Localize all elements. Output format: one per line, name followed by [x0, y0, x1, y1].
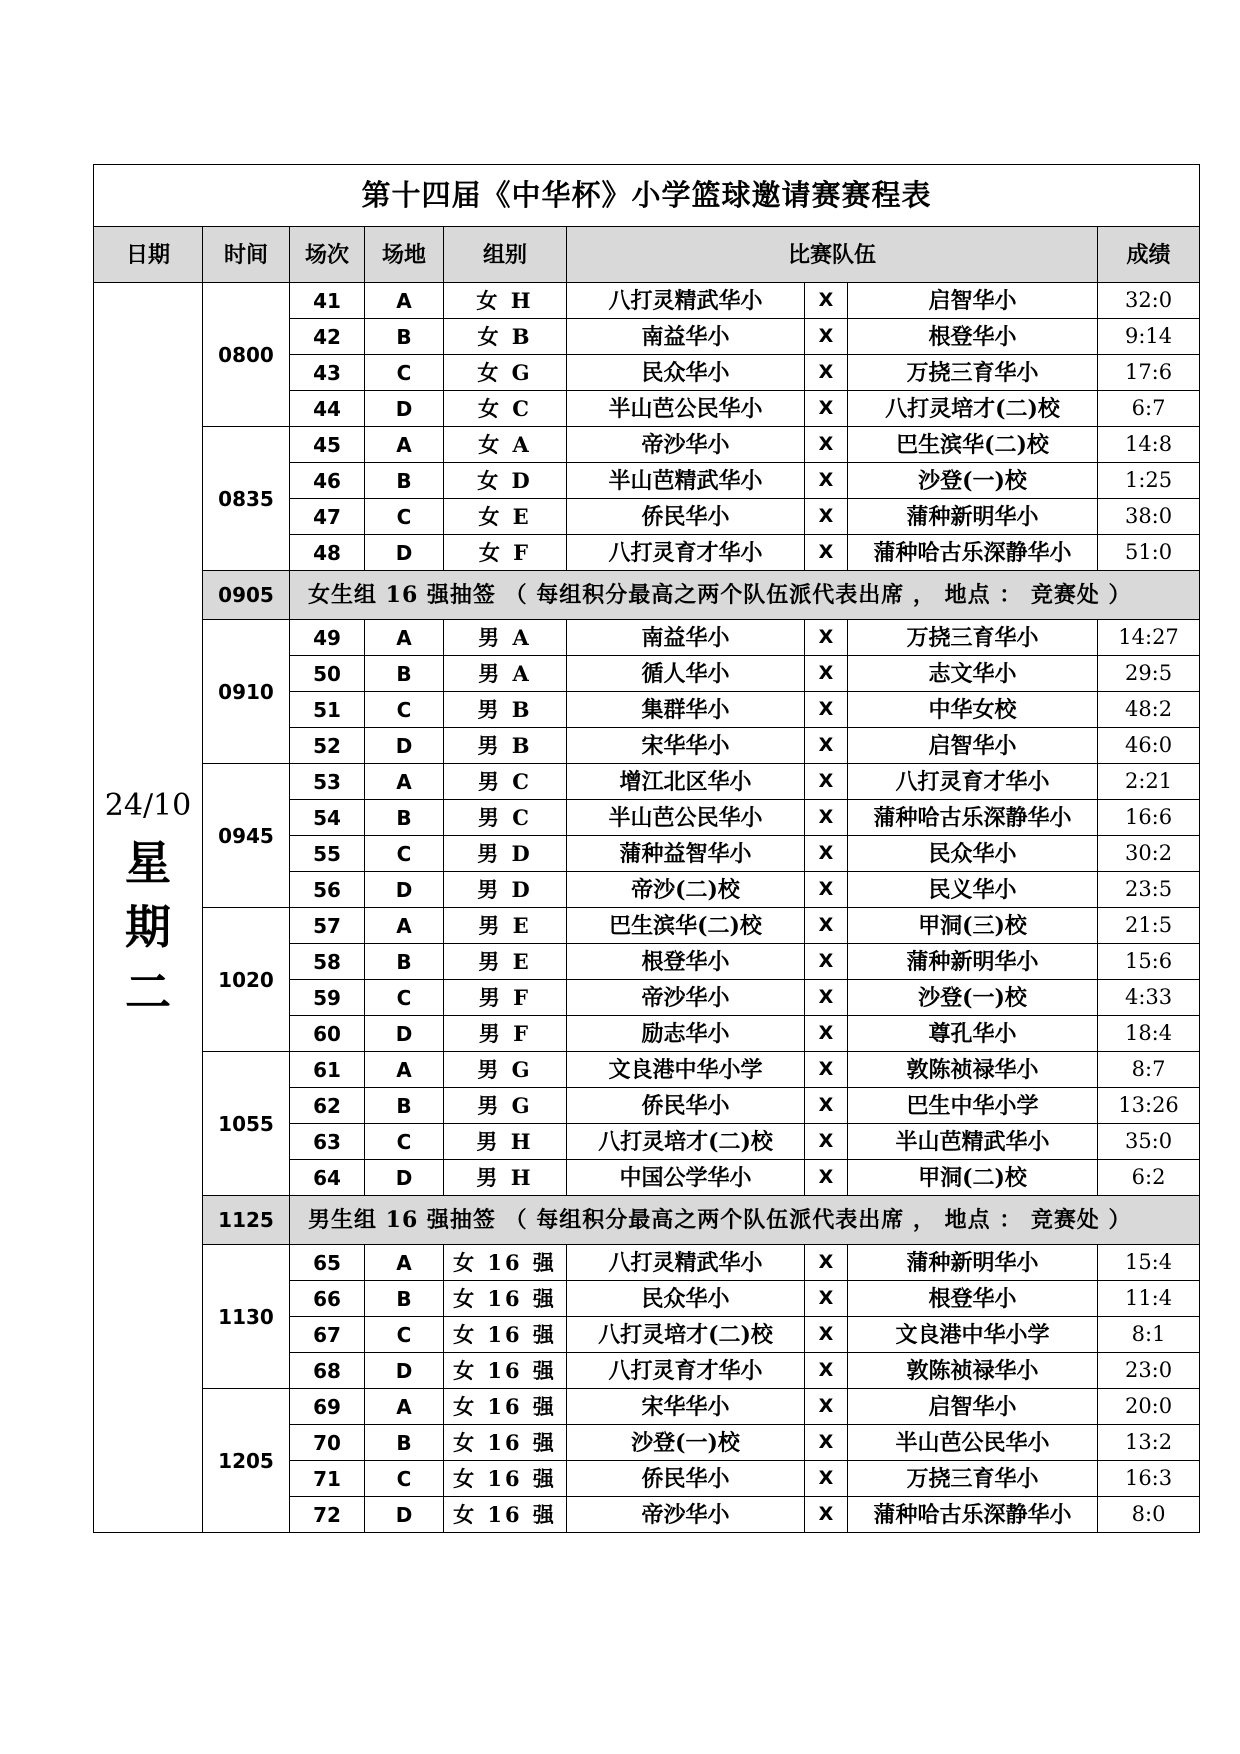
- team-home: 半山芭精武华小: [567, 463, 805, 499]
- versus-mark: X: [805, 656, 848, 692]
- team-away: 启智华小: [848, 728, 1098, 764]
- court: B: [365, 656, 444, 692]
- time-slot: 0910: [203, 620, 290, 764]
- team-away: 蒲种哈古乐深静华小: [848, 800, 1098, 836]
- versus-mark: X: [805, 836, 848, 872]
- court: C: [365, 980, 444, 1016]
- draw-note: 男生组 16 强抽签 （ 每组积分最高之两个队伍派代表出席 ， 地点 ： 竞赛处 ）: [290, 1196, 1200, 1245]
- match-number: 55: [290, 836, 365, 872]
- team-away: 尊孔华小: [848, 1016, 1098, 1052]
- team-home: 励志华小: [567, 1016, 805, 1052]
- group: 女 16 强: [444, 1425, 567, 1461]
- team-home: 八打灵培才(二)校: [567, 1317, 805, 1353]
- versus-mark: X: [805, 1353, 848, 1389]
- match-number: 44: [290, 391, 365, 427]
- match-number: 45: [290, 427, 365, 463]
- versus-mark: X: [805, 1016, 848, 1052]
- team-home: 八打灵培才(二)校: [567, 1124, 805, 1160]
- team-away: 根登华小: [848, 319, 1098, 355]
- header-group: 组别: [444, 227, 567, 283]
- time-slot: 0835: [203, 427, 290, 571]
- team-home: 帝沙(二)校: [567, 872, 805, 908]
- match-number: 41: [290, 283, 365, 319]
- team-away: 蒲种新明华小: [848, 1245, 1098, 1281]
- versus-mark: X: [805, 944, 848, 980]
- court: A: [365, 1052, 444, 1088]
- team-away: 万挠三育华小: [848, 355, 1098, 391]
- match-number: 56: [290, 872, 365, 908]
- court: A: [365, 764, 444, 800]
- team-away: 志文华小: [848, 656, 1098, 692]
- draw-time: 1125: [203, 1196, 290, 1245]
- match-row: [94, 908, 1200, 944]
- match-number: 53: [290, 764, 365, 800]
- time-slot: 0800: [203, 283, 290, 427]
- team-home: 侨民华小: [567, 1088, 805, 1124]
- draw-note-row: [94, 1196, 1200, 1245]
- header-row: [94, 227, 1200, 283]
- court: C: [365, 1461, 444, 1497]
- score: 16:6: [1098, 800, 1200, 836]
- match-number: 69: [290, 1389, 365, 1425]
- time-slot: 1205: [203, 1389, 290, 1533]
- versus-mark: X: [805, 355, 848, 391]
- draw-note: 女生组 16 强抽签 （ 每组积分最高之两个队伍派代表出席 ， 地点 ： 竞赛处 ）: [290, 571, 1200, 620]
- team-home: 增江北区华小: [567, 764, 805, 800]
- group: 女 D: [444, 463, 567, 499]
- weekday-char: 二: [125, 964, 171, 1019]
- versus-mark: X: [805, 1160, 848, 1196]
- team-home: 巴生滨华(二)校: [567, 908, 805, 944]
- court: D: [365, 728, 444, 764]
- team-away: 半山芭精武华小: [848, 1124, 1098, 1160]
- team-home: 半山芭公民华小: [567, 391, 805, 427]
- score: 17:6: [1098, 355, 1200, 391]
- match-number: 48: [290, 535, 365, 571]
- versus-mark: X: [805, 872, 848, 908]
- team-home: 循人华小: [567, 656, 805, 692]
- match-number: 61: [290, 1052, 365, 1088]
- versus-mark: X: [805, 1052, 848, 1088]
- team-away: 半山芭公民华小: [848, 1425, 1098, 1461]
- versus-mark: X: [805, 800, 848, 836]
- match-number: 47: [290, 499, 365, 535]
- group: 男 B: [444, 728, 567, 764]
- court: A: [365, 908, 444, 944]
- match-number: 64: [290, 1160, 365, 1196]
- court: C: [365, 836, 444, 872]
- court: D: [365, 1353, 444, 1389]
- versus-mark: X: [805, 1317, 848, 1353]
- score: 8:0: [1098, 1497, 1200, 1533]
- match-number: 60: [290, 1016, 365, 1052]
- score: 6:7: [1098, 391, 1200, 427]
- page-title: 第十四届《中华杯》小学篮球邀请赛赛程表: [94, 165, 1200, 227]
- court: B: [365, 800, 444, 836]
- team-away: 敦陈祯禄华小: [848, 1052, 1098, 1088]
- weekday-char: 期: [125, 900, 171, 955]
- team-away: 巴生滨华(二)校: [848, 427, 1098, 463]
- match-number: 42: [290, 319, 365, 355]
- versus-mark: X: [805, 980, 848, 1016]
- versus-mark: X: [805, 391, 848, 427]
- time-slot: 1130: [203, 1245, 290, 1389]
- match-number: 49: [290, 620, 365, 656]
- team-away: 文良港中华小学: [848, 1317, 1098, 1353]
- court: B: [365, 944, 444, 980]
- score: 15:6: [1098, 944, 1200, 980]
- court: C: [365, 355, 444, 391]
- score: 13:26: [1098, 1088, 1200, 1124]
- versus-mark: X: [805, 692, 848, 728]
- court: D: [365, 1016, 444, 1052]
- team-home: 侨民华小: [567, 1461, 805, 1497]
- group: 女 E: [444, 499, 567, 535]
- score: 13:2: [1098, 1425, 1200, 1461]
- team-away: 民义华小: [848, 872, 1098, 908]
- group: 女 B: [444, 319, 567, 355]
- header-time: 时间: [203, 227, 290, 283]
- team-away: 沙登(一)校: [848, 980, 1098, 1016]
- score: 23:0: [1098, 1353, 1200, 1389]
- match-number: 59: [290, 980, 365, 1016]
- match-number: 62: [290, 1088, 365, 1124]
- team-home: 帝沙华小: [567, 427, 805, 463]
- match-row: [94, 1052, 1200, 1088]
- group: 男 C: [444, 800, 567, 836]
- team-home: 宋华华小: [567, 1389, 805, 1425]
- team-home: 中国公学华小: [567, 1160, 805, 1196]
- group: 男 E: [444, 944, 567, 980]
- score: 29:5: [1098, 656, 1200, 692]
- group: 男 C: [444, 764, 567, 800]
- court: C: [365, 1317, 444, 1353]
- group: 女 16 强: [444, 1245, 567, 1281]
- team-home: 民众华小: [567, 1281, 805, 1317]
- team-away: 蒲种新明华小: [848, 944, 1098, 980]
- court: D: [365, 872, 444, 908]
- match-number: 52: [290, 728, 365, 764]
- group: 女 A: [444, 427, 567, 463]
- team-away: 根登华小: [848, 1281, 1098, 1317]
- group: 男 H: [444, 1124, 567, 1160]
- match-number: 70: [290, 1425, 365, 1461]
- court: A: [365, 1245, 444, 1281]
- court: D: [365, 391, 444, 427]
- match-number: 67: [290, 1317, 365, 1353]
- match-number: 63: [290, 1124, 365, 1160]
- score: 51:0: [1098, 535, 1200, 571]
- header-match-no: 场次: [290, 227, 365, 283]
- group: 男 F: [444, 980, 567, 1016]
- versus-mark: X: [805, 1497, 848, 1533]
- group: 男 E: [444, 908, 567, 944]
- versus-mark: X: [805, 463, 848, 499]
- team-home: 帝沙华小: [567, 980, 805, 1016]
- team-away: 蒲种哈古乐深静华小: [848, 1497, 1098, 1533]
- match-row: [94, 283, 1200, 319]
- match-row: [94, 1245, 1200, 1281]
- score: 9:14: [1098, 319, 1200, 355]
- versus-mark: X: [805, 908, 848, 944]
- court: A: [365, 1389, 444, 1425]
- group: 女 F: [444, 535, 567, 571]
- match-number: 71: [290, 1461, 365, 1497]
- team-home: 南益华小: [567, 620, 805, 656]
- match-row: [94, 427, 1200, 463]
- versus-mark: X: [805, 620, 848, 656]
- team-home: 八打灵精武华小: [567, 1245, 805, 1281]
- score: 20:0: [1098, 1389, 1200, 1425]
- team-home: 南益华小: [567, 319, 805, 355]
- group: 男 H: [444, 1160, 567, 1196]
- team-away: 八打灵育才华小: [848, 764, 1098, 800]
- group: 男 A: [444, 620, 567, 656]
- match-number: 66: [290, 1281, 365, 1317]
- versus-mark: X: [805, 728, 848, 764]
- score: 21:5: [1098, 908, 1200, 944]
- group: 男 D: [444, 872, 567, 908]
- match-number: 57: [290, 908, 365, 944]
- versus-mark: X: [805, 1245, 848, 1281]
- match-number: 51: [290, 692, 365, 728]
- score: 8:7: [1098, 1052, 1200, 1088]
- score: 16:3: [1098, 1461, 1200, 1497]
- group: 女 C: [444, 391, 567, 427]
- match-number: 50: [290, 656, 365, 692]
- match-row: [94, 620, 1200, 656]
- score: 14:27: [1098, 620, 1200, 656]
- draw-time: 0905: [203, 571, 290, 620]
- header-court: 场地: [365, 227, 444, 283]
- score: 4:33: [1098, 980, 1200, 1016]
- date-day: 24/10: [104, 787, 192, 823]
- versus-mark: X: [805, 319, 848, 355]
- team-home: 侨民华小: [567, 499, 805, 535]
- match-number: 54: [290, 800, 365, 836]
- group: 女 16 强: [444, 1317, 567, 1353]
- group: 女 16 强: [444, 1281, 567, 1317]
- team-home: 集群华小: [567, 692, 805, 728]
- court: D: [365, 535, 444, 571]
- score: 32:0: [1098, 283, 1200, 319]
- time-slot: 1020: [203, 908, 290, 1052]
- versus-mark: X: [805, 1389, 848, 1425]
- court: B: [365, 1281, 444, 1317]
- match-row: [94, 764, 1200, 800]
- team-away: 启智华小: [848, 1389, 1098, 1425]
- date-cell: [94, 283, 203, 1533]
- match-number: 68: [290, 1353, 365, 1389]
- team-home: 帝沙华小: [567, 1497, 805, 1533]
- versus-mark: X: [805, 283, 848, 319]
- match-row: [94, 1389, 1200, 1425]
- header-result: 成绩: [1098, 227, 1200, 283]
- time-slot: 0945: [203, 764, 290, 908]
- team-home: 蒲种益智华小: [567, 836, 805, 872]
- team-home: 八打灵育才华小: [567, 535, 805, 571]
- versus-mark: X: [805, 499, 848, 535]
- group: 女 16 强: [444, 1461, 567, 1497]
- team-away: 敦陈祯禄华小: [848, 1353, 1098, 1389]
- score: 23:5: [1098, 872, 1200, 908]
- versus-mark: X: [805, 1281, 848, 1317]
- team-away: 启智华小: [848, 283, 1098, 319]
- group: 女 G: [444, 355, 567, 391]
- draw-note-row: [94, 571, 1200, 620]
- header-teams: 比赛队伍: [567, 227, 1098, 283]
- date-block: [94, 787, 202, 1024]
- match-number: 58: [290, 944, 365, 980]
- score: 18:4: [1098, 1016, 1200, 1052]
- team-home: 宋华华小: [567, 728, 805, 764]
- score: 46:0: [1098, 728, 1200, 764]
- score: 2:21: [1098, 764, 1200, 800]
- versus-mark: X: [805, 1088, 848, 1124]
- weekday-char: 星: [125, 835, 171, 890]
- court: A: [365, 283, 444, 319]
- court: D: [365, 1160, 444, 1196]
- court: A: [365, 427, 444, 463]
- score: 11:4: [1098, 1281, 1200, 1317]
- group: 男 G: [444, 1052, 567, 1088]
- team-home: 文良港中华小学: [567, 1052, 805, 1088]
- group: 男 B: [444, 692, 567, 728]
- team-home: 八打灵精武华小: [567, 283, 805, 319]
- court: D: [365, 1497, 444, 1533]
- team-away: 甲洞(三)校: [848, 908, 1098, 944]
- court: C: [365, 692, 444, 728]
- score: 38:0: [1098, 499, 1200, 535]
- team-away: 民众华小: [848, 836, 1098, 872]
- score: 35:0: [1098, 1124, 1200, 1160]
- score: 15:4: [1098, 1245, 1200, 1281]
- match-number: 65: [290, 1245, 365, 1281]
- court: A: [365, 620, 444, 656]
- team-home: 八打灵育才华小: [567, 1353, 805, 1389]
- group: 男 D: [444, 836, 567, 872]
- team-home: 半山芭公民华小: [567, 800, 805, 836]
- court: C: [365, 1124, 444, 1160]
- versus-mark: X: [805, 1461, 848, 1497]
- versus-mark: X: [805, 1425, 848, 1461]
- court: C: [365, 499, 444, 535]
- time-slot: 1055: [203, 1052, 290, 1196]
- score: 6:2: [1098, 1160, 1200, 1196]
- group: 男 A: [444, 656, 567, 692]
- team-away: 蒲种哈古乐深静华小: [848, 535, 1098, 571]
- team-away: 沙登(一)校: [848, 463, 1098, 499]
- group: 女 16 强: [444, 1353, 567, 1389]
- match-number: 46: [290, 463, 365, 499]
- team-away: 中华女校: [848, 692, 1098, 728]
- court: B: [365, 1425, 444, 1461]
- group: 女 16 强: [444, 1389, 567, 1425]
- court: B: [365, 1088, 444, 1124]
- group: 男 F: [444, 1016, 567, 1052]
- team-away: 八打灵培才(二)校: [848, 391, 1098, 427]
- court: B: [365, 463, 444, 499]
- team-away: 万挠三育华小: [848, 620, 1098, 656]
- score: 1:25: [1098, 463, 1200, 499]
- team-away: 甲洞(二)校: [848, 1160, 1098, 1196]
- match-number: 43: [290, 355, 365, 391]
- versus-mark: X: [805, 535, 848, 571]
- score: 48:2: [1098, 692, 1200, 728]
- versus-mark: X: [805, 764, 848, 800]
- header-date: 日期: [94, 227, 203, 283]
- team-home: 根登华小: [567, 944, 805, 980]
- score: 30:2: [1098, 836, 1200, 872]
- group: 男 G: [444, 1088, 567, 1124]
- score: 8:1: [1098, 1317, 1200, 1353]
- versus-mark: X: [805, 427, 848, 463]
- team-away: 巴生中华小学: [848, 1088, 1098, 1124]
- score: 14:8: [1098, 427, 1200, 463]
- group: 女 16 强: [444, 1497, 567, 1533]
- team-away: 万挠三育华小: [848, 1461, 1098, 1497]
- court: B: [365, 319, 444, 355]
- schedule-table: [93, 164, 1200, 1533]
- team-home: 民众华小: [567, 355, 805, 391]
- team-home: 沙登(一)校: [567, 1425, 805, 1461]
- team-away: 蒲种新明华小: [848, 499, 1098, 535]
- match-number: 72: [290, 1497, 365, 1533]
- group: 女 H: [444, 283, 567, 319]
- versus-mark: X: [805, 1124, 848, 1160]
